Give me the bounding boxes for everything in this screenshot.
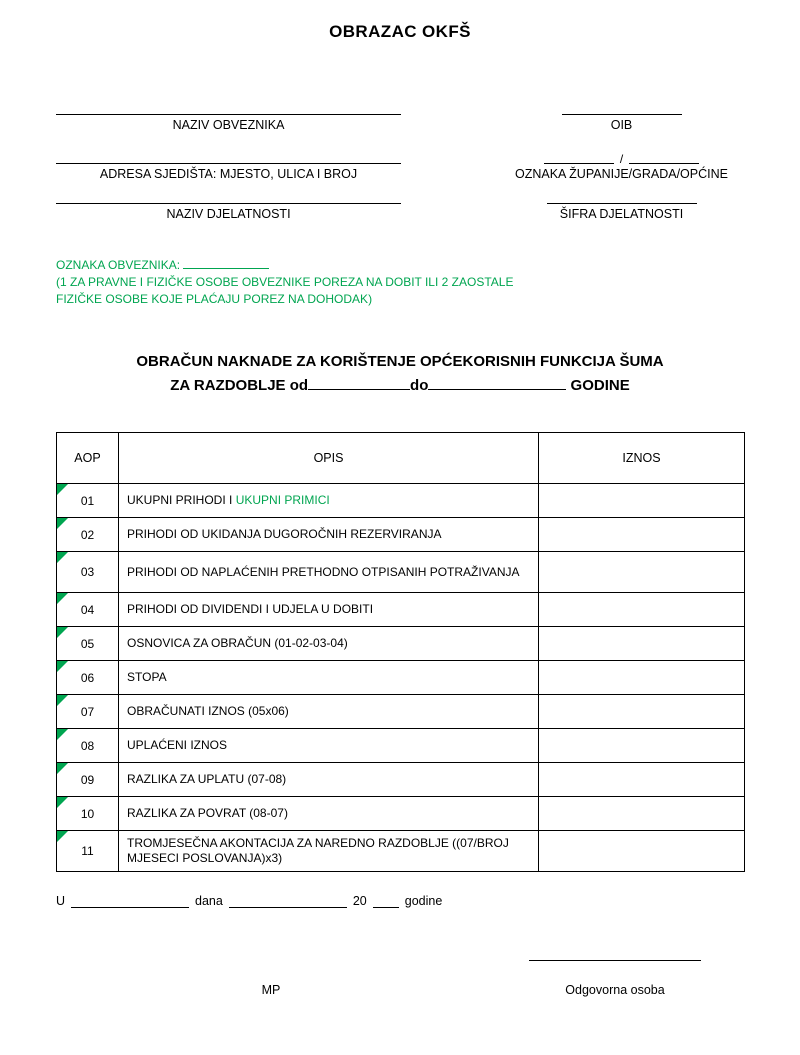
adresa-sjedista-field[interactable] <box>56 163 401 181</box>
identity-block <box>56 114 744 221</box>
place-label: U <box>56 894 66 908</box>
row-aop-07: 07 <box>57 695 119 729</box>
oznaka-obveznika-label: OZNAKA OBVEZNIKA: <box>56 258 181 272</box>
calculation-heading-line1: OBRAČUN NAKNADE ZA KORIŠTENJE OPĆEKORISNIH FUNKCIJA ŠUMA <box>136 353 664 370</box>
sifra-djelatnosti-field[interactable] <box>499 203 744 221</box>
calculation-heading <box>56 350 744 398</box>
row-iznos-04[interactable] <box>539 593 745 627</box>
row-iznos-06[interactable] <box>539 661 745 695</box>
row-opis-09: RAZLIKA ZA UPLATU (07-08) <box>119 763 539 797</box>
table-row <box>57 797 745 831</box>
oib-label: OIB <box>610 118 633 132</box>
year-prefix-label: 20 <box>352 894 367 908</box>
row-opis-08: UPLAĆENI IZNOS <box>119 729 539 763</box>
table-row <box>57 695 745 729</box>
oznaka-obveznika-blank[interactable] <box>183 257 269 269</box>
period-year-label: GODINE <box>570 377 630 394</box>
table-row <box>57 661 745 695</box>
oznaka-zupanije-separator: / <box>619 152 624 166</box>
oib-field[interactable] <box>499 114 744 132</box>
oznaka-obveznika-line[interactable] <box>56 257 744 274</box>
page-title: OBRAZAC OKFŠ <box>329 22 471 41</box>
row-aop-11: 11 <box>57 831 119 872</box>
row-iznos-02[interactable] <box>539 518 745 552</box>
row-aop-10: 10 <box>57 797 119 831</box>
row-aop-09: 09 <box>57 763 119 797</box>
table-row <box>57 729 745 763</box>
dana-label: dana <box>195 894 223 908</box>
signature-field[interactable] <box>486 960 744 997</box>
sifra-djelatnosti-label: ŠIFRA DJELATNOSTI <box>559 207 684 221</box>
okfs-table <box>56 432 745 872</box>
oznaka-obveznika-note-line3: FIZIČKE OSOBE KOJE PLAĆAJU POREZ NA DOHODAK) <box>56 292 373 306</box>
row-iznos-07[interactable] <box>539 695 745 729</box>
column-header-aop: AOP <box>57 433 119 484</box>
row-aop-03: 03 <box>57 552 119 593</box>
row-opis-11: TROMJESEČNA AKONTACIJA ZA NAREDNO RAZDOBLJE ((07/BROJ MJESECI POSLOVANJA)x3) <box>119 831 539 872</box>
oznaka-zupanije-line-left <box>544 163 614 164</box>
period-to-blank[interactable] <box>428 374 566 390</box>
row-opis-10: RAZLIKA ZA POVRAT (08-07) <box>119 797 539 831</box>
oznaka-zupanije-field[interactable] <box>499 154 744 181</box>
mp-label: MP <box>261 983 281 997</box>
place-date-line <box>56 894 744 908</box>
row-opis-05: OSNOVICA ZA OBRAČUN (01-02-03-04) <box>119 627 539 661</box>
document-page <box>0 22 800 1055</box>
table-row <box>57 552 745 593</box>
column-header-opis: OPIS <box>119 433 539 484</box>
row-opis-01-green: UKUPNI PRIMICI <box>235 493 330 507</box>
table-row <box>57 831 745 872</box>
signature-block <box>56 960 744 997</box>
oznaka-zupanije-label: OZNAKA ŽUPANIJE/GRADA/OPĆINE <box>514 167 728 181</box>
table-row <box>57 593 745 627</box>
row-aop-06: 06 <box>57 661 119 695</box>
naziv-djelatnosti-field[interactable] <box>56 203 401 221</box>
period-from-blank[interactable] <box>308 374 410 390</box>
period-to-label: do <box>410 377 429 394</box>
row-aop-08: 08 <box>57 729 119 763</box>
row-opis-07: OBRAČUNATI IZNOS (05x06) <box>119 695 539 729</box>
row-aop-01: 01 <box>57 484 119 518</box>
oznaka-obveznika-note <box>56 257 744 308</box>
row-iznos-10[interactable] <box>539 797 745 831</box>
row-opis-06: STOPA <box>119 661 539 695</box>
row-iznos-03[interactable] <box>539 552 745 593</box>
identity-row-1 <box>56 114 744 132</box>
naziv-djelatnosti-label: NAZIV DJELATNOSTI <box>166 207 291 221</box>
table-row <box>57 763 745 797</box>
signature-caption: Odgovorna osoba <box>565 983 665 997</box>
identity-row-3 <box>56 203 744 221</box>
row-iznos-01[interactable] <box>539 484 745 518</box>
row-aop-04: 04 <box>57 593 119 627</box>
row-opis-01-text: UKUPNI PRIHODI I <box>127 493 236 507</box>
row-iznos-08[interactable] <box>539 729 745 763</box>
row-opis-04: PRIHODI OD DIVIDENDI I UDJELA U DOBITI <box>119 593 539 627</box>
table-row <box>57 518 745 552</box>
adresa-sjedista-label: ADRESA SJEDIŠTA: MJESTO, ULICA I BROJ <box>99 167 358 181</box>
calculation-heading-line2 <box>56 374 744 398</box>
naziv-obveznika-label: NAZIV OBVEZNIKA <box>172 118 285 132</box>
row-opis-01 <box>119 484 539 518</box>
row-aop-02: 02 <box>57 518 119 552</box>
table-row <box>57 627 745 661</box>
table-row <box>57 484 745 518</box>
table-header-row <box>57 433 745 484</box>
row-aop-05: 05 <box>57 627 119 661</box>
place-blank[interactable] <box>71 894 189 908</box>
oznaka-obveznika-note-line2: (1 ZA PRAVNE I FIZIČKE OSOBE OBVEZNIKE POREZA NA DOBIT ILI 2 ZAOSTALE <box>56 275 514 289</box>
oznaka-zupanije-line-right <box>629 163 699 164</box>
oznaka-zupanije-lines <box>499 154 744 164</box>
row-opis-02: PRIHODI OD UKIDANJA DUGOROČNIH REZERVIRANJA <box>119 518 539 552</box>
row-iznos-09[interactable] <box>539 763 745 797</box>
identity-row-2 <box>56 154 744 181</box>
godine-label: godine <box>404 894 443 908</box>
period-from-label: ZA RAZDOBLJE od <box>170 377 309 394</box>
column-header-iznos: IZNOS <box>539 433 745 484</box>
day-month-blank[interactable] <box>229 894 347 908</box>
row-opis-03: PRIHODI OD NAPLAĆENIH PRETHODNO OTPISANIH POTRAŽIVANJA <box>119 552 539 593</box>
row-iznos-11[interactable] <box>539 831 745 872</box>
year-blank[interactable] <box>373 894 399 908</box>
row-iznos-05[interactable] <box>539 627 745 661</box>
naziv-obveznika-field[interactable] <box>56 114 401 132</box>
